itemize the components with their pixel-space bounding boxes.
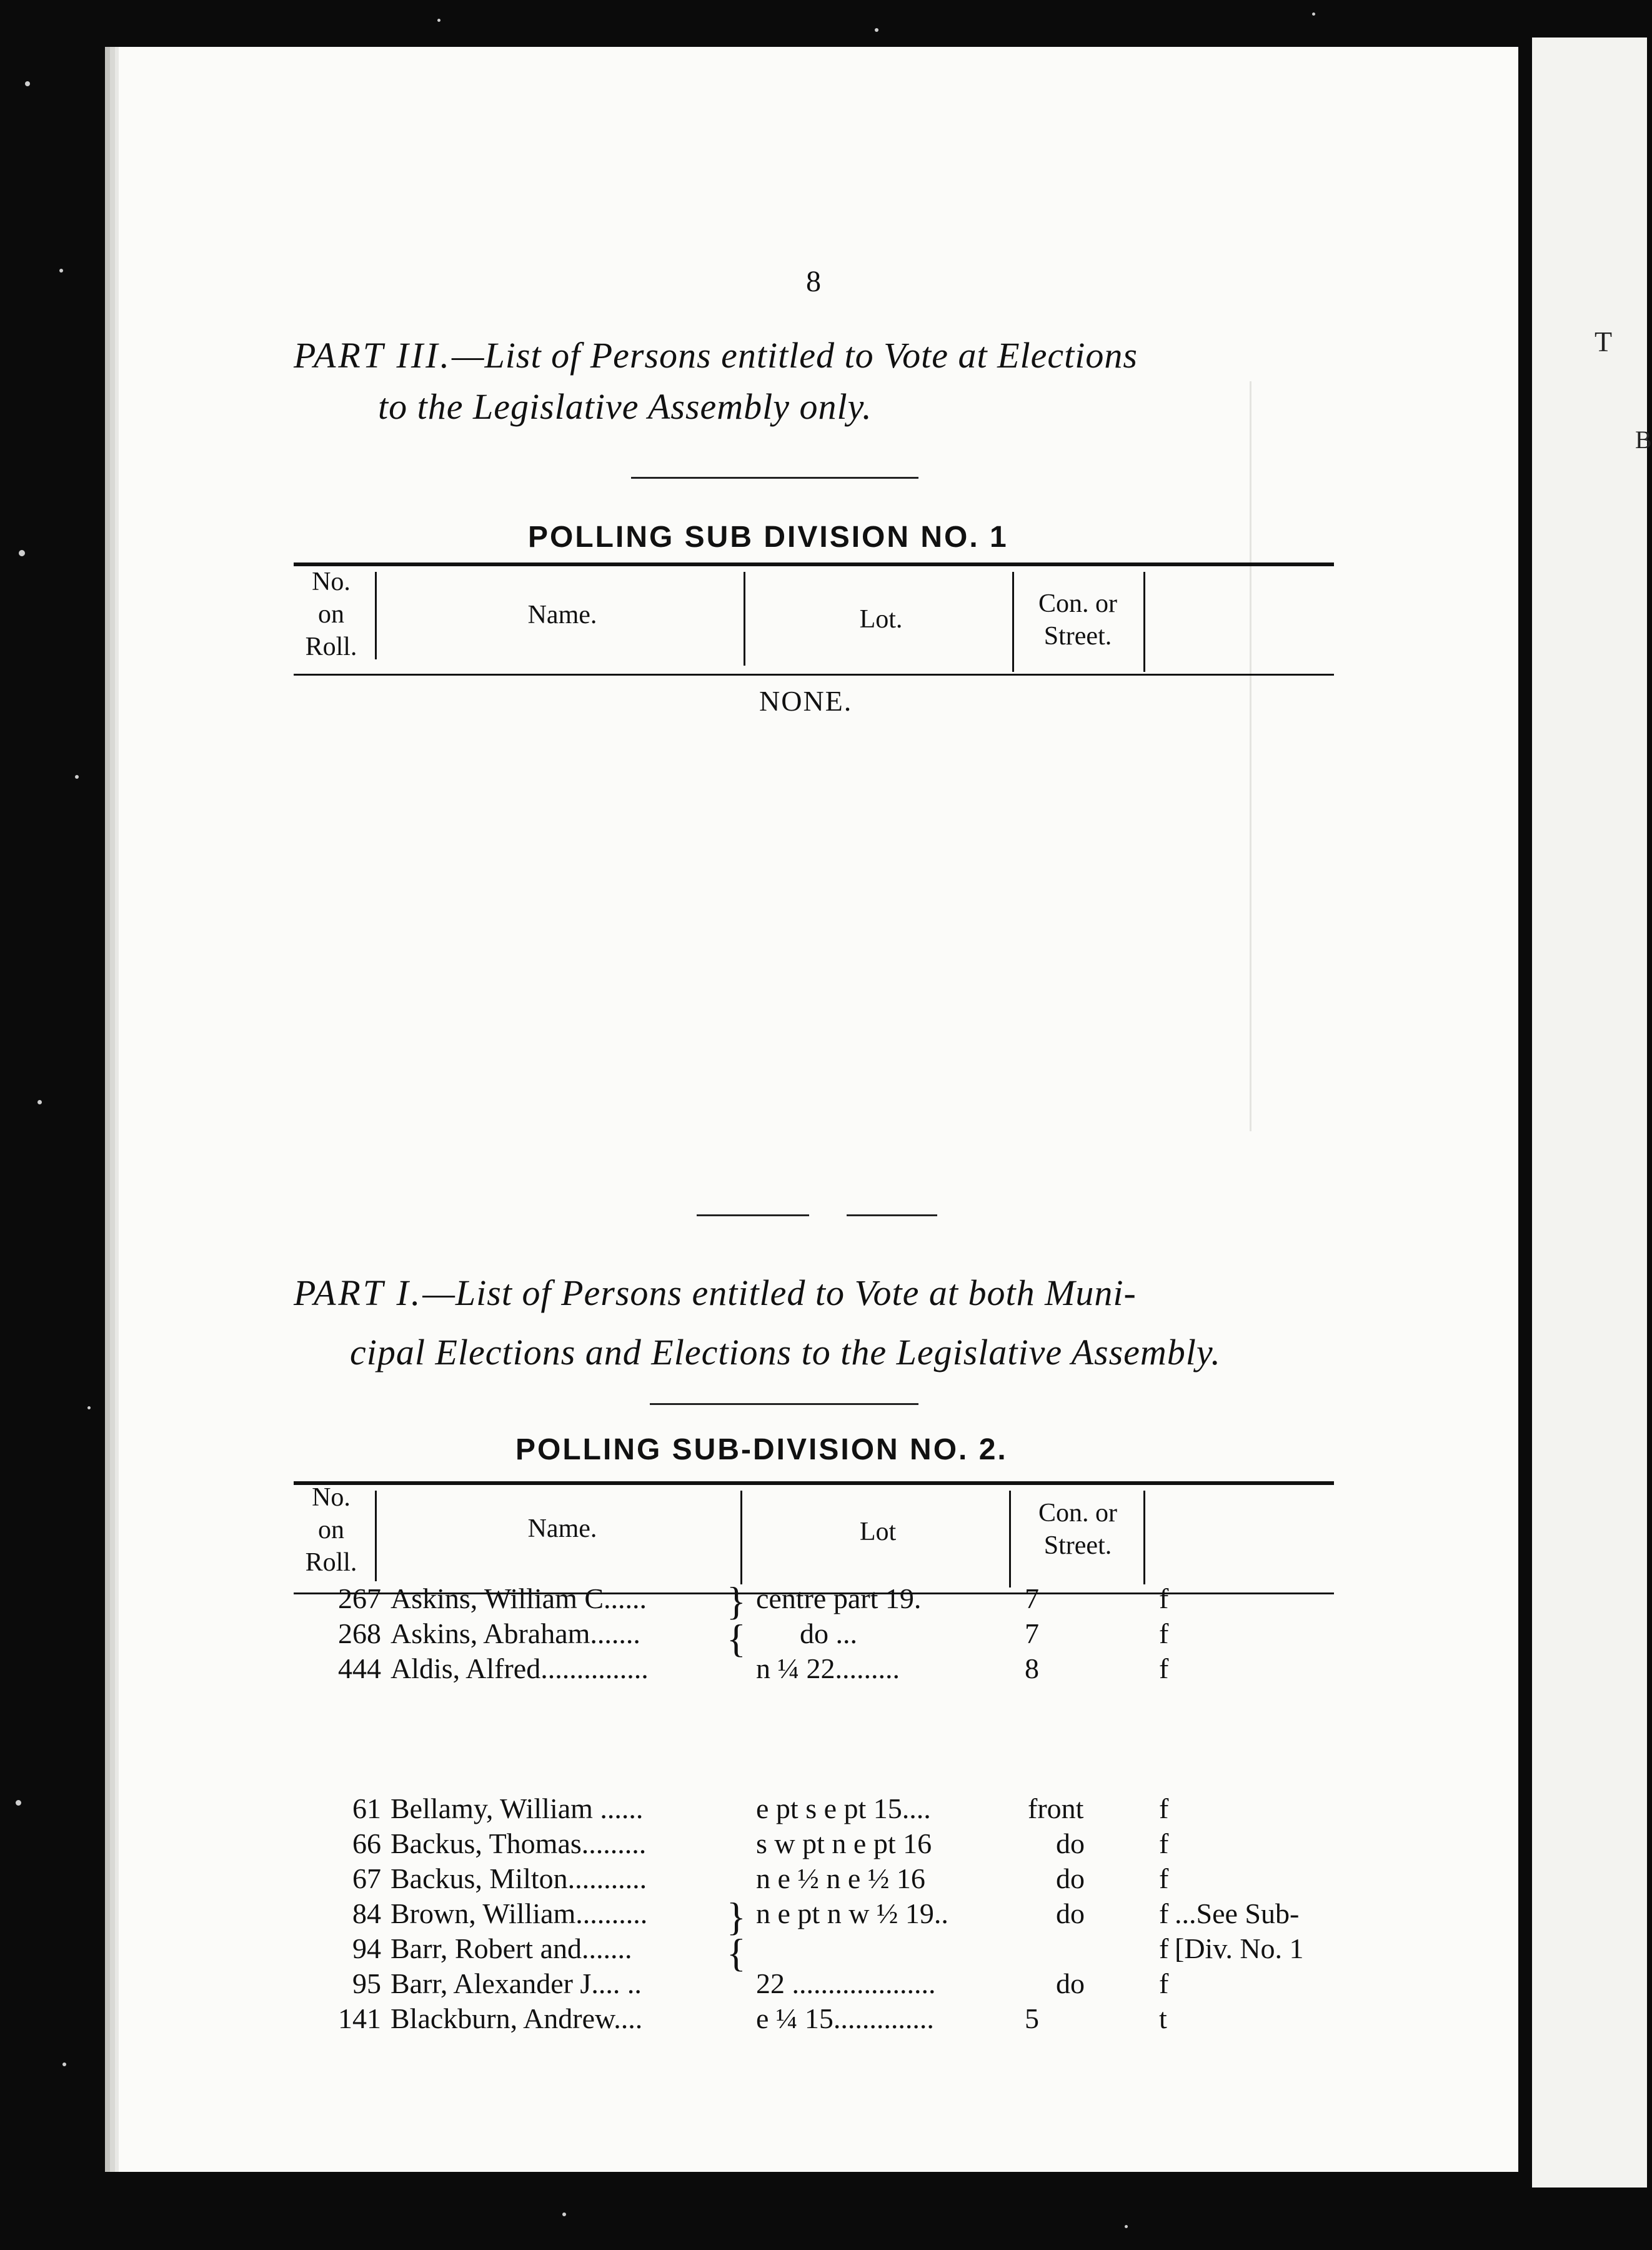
- grouping-brace: {: [727, 1931, 746, 1975]
- adjacent-page-fragment: T: [1595, 326, 1613, 358]
- adjacent-page-fragment: B: [1635, 426, 1652, 454]
- page-number: 8: [806, 265, 821, 298]
- column-divider: [744, 572, 745, 666]
- voter-list: [294, 1581, 1356, 2036]
- table-top-rule: [294, 562, 1334, 566]
- voter-name: Brown, William..........: [391, 1898, 648, 1929]
- column-divider: [375, 572, 377, 659]
- roll-number: 66: [352, 1828, 381, 1859]
- table-header-rule: [294, 674, 1334, 676]
- header-lot: Lot: [859, 1518, 897, 1546]
- table-row: [294, 1861, 1356, 1896]
- concession: 5: [1025, 2002, 1039, 2034]
- header-name: Name.: [527, 1514, 597, 1543]
- lot: do ...: [800, 1618, 857, 1649]
- table-row: [294, 1966, 1356, 2001]
- concession: 8: [1025, 1652, 1039, 1684]
- lot: 22 ....................: [756, 1968, 936, 1999]
- roll-number: 67: [352, 1862, 381, 1894]
- concession: do: [1056, 1862, 1085, 1894]
- part1-label: PART I.: [294, 1272, 423, 1313]
- grouping-brace: }: [727, 1579, 746, 1623]
- status-code: f: [1159, 1828, 1169, 1859]
- column-divider: [1012, 572, 1014, 672]
- polling-subdivision-2-heading: POLLING SUB-DIVISION NO. 2.: [515, 1433, 1008, 1466]
- roll-number: 95: [352, 1968, 381, 1999]
- header-con-or-street: Con. or Street.: [1038, 1499, 1117, 1560]
- status-code: f: [1159, 1792, 1169, 1824]
- roll-number: 61: [352, 1792, 381, 1824]
- spacer-row: [294, 1686, 1356, 1756]
- header-name: Name.: [527, 601, 597, 629]
- roll-number: 94: [352, 1932, 381, 1964]
- section-divider: [847, 1214, 937, 1216]
- part3-title-line2: to the Legislative Assembly only.: [378, 386, 872, 427]
- status-code: f: [1159, 1862, 1169, 1894]
- concession: 7: [1025, 1582, 1039, 1614]
- lot: centre part 19.: [756, 1582, 922, 1614]
- status-code: f: [1159, 1968, 1169, 1999]
- grouping-brace: }: [727, 1894, 746, 1939]
- header-con-or-street: Con. or Street.: [1038, 589, 1117, 651]
- header-no-on-roll: No. on Roll.: [305, 568, 357, 661]
- status-code: f: [1159, 1898, 1169, 1929]
- lot: n ¼ 22.........: [756, 1652, 900, 1684]
- voter-name: Blackburn, Andrew....: [391, 2002, 643, 2034]
- roll-number: 267: [338, 1582, 381, 1614]
- title-separator: [650, 1403, 918, 1405]
- voter-name: Askins, Abraham.......: [391, 1618, 640, 1649]
- column-divider: [1143, 1491, 1145, 1584]
- part3-label: PART III.: [294, 335, 452, 376]
- table-row: [294, 1581, 1356, 1616]
- voter-name: Backus, Thomas.........: [391, 1828, 647, 1859]
- spacer-row: [294, 1756, 1356, 1791]
- roll-number: 268: [338, 1618, 381, 1649]
- polling-subdivision-1-heading: POLLING SUB DIVISION NO. 1: [528, 521, 1008, 554]
- part3-title-line1: [294, 331, 1138, 380]
- status-code: t: [1159, 2002, 1167, 2034]
- row-note: ...See Sub-: [1175, 1898, 1300, 1929]
- voter-name: Backus, Milton...........: [391, 1862, 647, 1894]
- concession: 7: [1025, 1618, 1039, 1649]
- grouping-brace: {: [727, 1616, 746, 1661]
- part1-title-line2: cipal Elections and Elections to the Legislative Assembly.: [350, 1332, 1221, 1372]
- column-divider: [1009, 1491, 1011, 1588]
- column-divider: [1143, 572, 1145, 672]
- lot: e ¼ 15..............: [756, 2002, 934, 2034]
- table-row: [294, 1791, 1356, 1826]
- row-note: [Div. No. 1: [1175, 1932, 1304, 1964]
- title-separator: [631, 477, 918, 479]
- part1-title-line1: [294, 1269, 1137, 1318]
- adjacent-page-edge: [1532, 38, 1652, 2188]
- voter-name: Askins, William C......: [391, 1582, 647, 1614]
- status-code: f: [1159, 1932, 1169, 1964]
- table-row: [294, 1826, 1356, 1861]
- roll-number: 84: [352, 1898, 381, 1929]
- lot: e pt s e pt 15....: [756, 1792, 931, 1824]
- status-code: f: [1159, 1582, 1169, 1614]
- table-row: [294, 1616, 1356, 1651]
- table-row: [294, 2001, 1356, 2036]
- table-row: [294, 1931, 1356, 1966]
- lot: n e pt n w ½ 19..: [756, 1898, 948, 1929]
- lot: n e ½ n e ½ 16: [756, 1862, 925, 1894]
- part3-title-text: —List of Persons entitled to Vote at Elections: [451, 335, 1138, 376]
- header-no-on-roll: No. on Roll.: [305, 1483, 357, 1577]
- concession: front: [1028, 1792, 1084, 1824]
- table-row: [294, 1651, 1356, 1686]
- voter-name: Bellamy, William ......: [391, 1792, 644, 1824]
- show-through-artifact: [1250, 381, 1376, 1131]
- no-entries-text: NONE.: [759, 685, 853, 717]
- table-row: [294, 1896, 1356, 1931]
- column-divider: [375, 1491, 377, 1581]
- voter-name: Barr, Robert and.......: [391, 1932, 632, 1964]
- part1-title-text: —List of Persons entitled to Vote at both Muni-: [422, 1272, 1137, 1313]
- voter-name: Barr, Alexander J.... ..: [391, 1968, 642, 1999]
- status-code: f: [1159, 1618, 1169, 1649]
- header-lot: Lot.: [859, 605, 903, 634]
- voter-name: Aldis, Alfred...............: [391, 1652, 649, 1684]
- roll-number: 444: [338, 1652, 381, 1684]
- lot: s w pt n e pt 16: [756, 1828, 932, 1859]
- table-top-rule: [294, 1481, 1334, 1485]
- concession: do: [1056, 1898, 1085, 1929]
- concession: do: [1056, 1968, 1085, 1999]
- concession: do: [1056, 1828, 1085, 1859]
- roll-number: 141: [338, 2002, 381, 2034]
- status-code: f: [1159, 1652, 1169, 1684]
- section-divider: [697, 1214, 809, 1216]
